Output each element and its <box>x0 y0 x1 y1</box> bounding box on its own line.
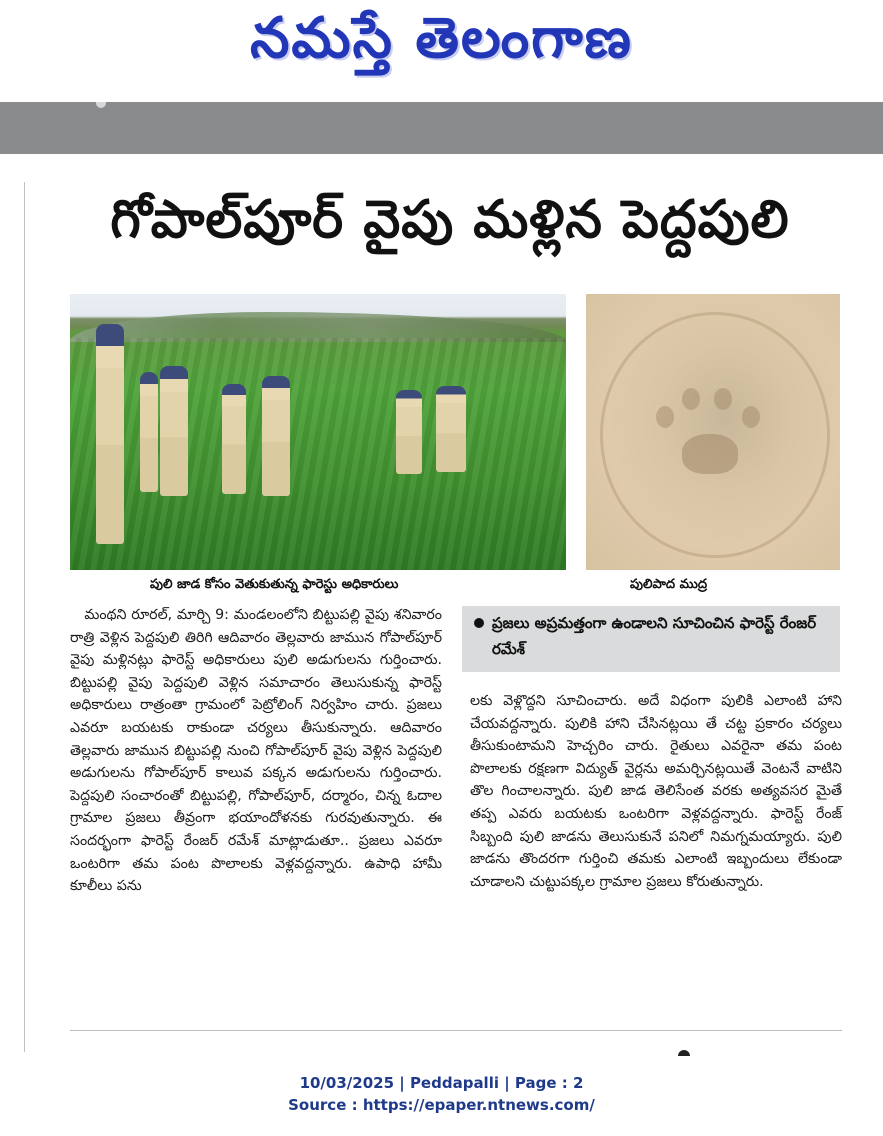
footer-edition-info: 10/03/2025 | Peddapalli | Page : 2 <box>299 1074 584 1092</box>
continuation-mark <box>678 1050 690 1056</box>
pugmark-toe <box>682 388 700 410</box>
header-band <box>0 102 883 154</box>
article-column-left <box>70 604 447 898</box>
article-column-right <box>470 690 847 893</box>
page-footer <box>0 1072 883 1116</box>
pugmark-photo <box>586 294 840 570</box>
bottom-divider <box>70 1030 842 1031</box>
band-mark <box>96 102 106 108</box>
masthead <box>0 0 883 100</box>
forest-officers-photo <box>70 294 566 570</box>
officer-figure <box>436 386 466 472</box>
article-paragraph: లకు వెళ్లొద్దని సూచించారు. అదే విధంగా పులికి ఎలాంటి హాని చేయవద్దన్నారు. పులికి హాని చేసినట్లయి తే చట్ట ప్రకారం చర్యలు తీసుకుంటామని హెచ్చరిం చారు. రైతులు ఎవరైనా తమ పంట పొలాలకు రక్షణగా విద్యుత్ వైర్లను అమర్చినట్లయితే వెంటనే వాటిని తొల గించాలన్నారు. పులి జాడ తెలిసేంత వరకు అత్యవసర మైతే తప్ప ఎవరు బయటకు ఒంటరిగా వెళ్లవద్దన్నారు. ఫారెస్ట్ రేంజ్ సిబ్బంది పులి జాడను తెలుసుకునే పనిలో నిమగ్నమయ్యారు. పులి జాడను తొందరగా గుర్తించి తమకు ఎలాంటి ఇబ్బందులు లేకుండా చూడాలని చుట్టుపక్కల గ్రామాల ప్రజలు కోరుతున్నారు. <box>470 693 847 890</box>
footer-source-link[interactable]: Source : https://epaper.ntnews.com/ <box>288 1096 595 1114</box>
officer-figure <box>222 384 246 494</box>
officer-figure <box>160 366 188 496</box>
pugmark-toe <box>742 406 760 428</box>
article-paragraph: మంథని రూరల్, మార్చి 9: మండలంలోని బిట్టుపల్లి వైపు శనివారం రాత్రి వెళ్లిన పెద్దపులి తిరిగి ఆదివారం తెల్లవారు జామున గోపాల్‌పూర్ వైపు మళ్లినట్లు ఫారెస్ట్ అధికారులు పులి అడుగులను గుర్తించారు. బిట్టుపల్లి వైపు పెద్దపులి వెళ్లిన సమాచారం తెలుసుకున్న ఫారెస్ట్ అధికారులు రాత్రంతా గ్రామంలో పెట్రోలింగ్ నిర్వహిం చారు. ప్రజలు ఎవరూ బయటకు రాకుండా చర్యలు తీసుకున్నారు. ఆదివారం తెల్లవారు జామున బిట్టుపల్లి నుంచి గోపాల్‌పూర్ వైపు వెళ్లిన పెద్దపులి అడుగులను గోపాల్‌పూర్ కాలువ పక్కన అడుగులను గుర్తించారు. పెద్దపులి సంచారంతో బిట్టుపల్లి, గోపాల్‌పూర్, దర్మారం, చిన్న ఓదాల గ్రామాల ప్రజలు తీవ్రంగా భయాందోళనకు గురవుతున్నారు. ఈ సందర్భంగా ఫారెస్ట్ రేంజర్ రమేశ్ మాట్లాడుతూ.. ప్రజలు ఎవరూ ఒంటరిగా తమ పంట పొలాలకు వెళ్లవద్దన్నారు. ఉపాధి హామీ కూలీలు పను <box>70 607 447 895</box>
officer-figure <box>262 376 290 496</box>
callout-box <box>462 606 840 672</box>
officer-figure <box>140 372 158 492</box>
pugmark-toe <box>714 388 732 410</box>
officer-figure <box>96 324 124 544</box>
newspaper-logo: నమస్తే తెలంగాణ <box>250 6 633 71</box>
officer-figure <box>396 390 422 474</box>
callout-text: ప్రజలు అప్రమత్తంగా ఉండాలని సూచించిన ఫారెస్ట్ రేంజర్ రమేశ్ <box>492 614 817 658</box>
article-frame-line <box>24 182 25 1052</box>
photo-caption-officers: పులి జాడ కోసం వెతుకుతున్న ఫారెస్టు అధికారులు <box>150 577 399 592</box>
article-headline: గోపాల్‌పూర్ వైపు మళ్లిన పెద్దపులి <box>110 190 790 250</box>
pugmark-toe <box>656 406 674 428</box>
pugmark-pad <box>682 434 738 474</box>
photo-caption-pugmark: పులిపాద ముద్ర <box>630 577 708 592</box>
bullet-icon <box>474 618 484 628</box>
